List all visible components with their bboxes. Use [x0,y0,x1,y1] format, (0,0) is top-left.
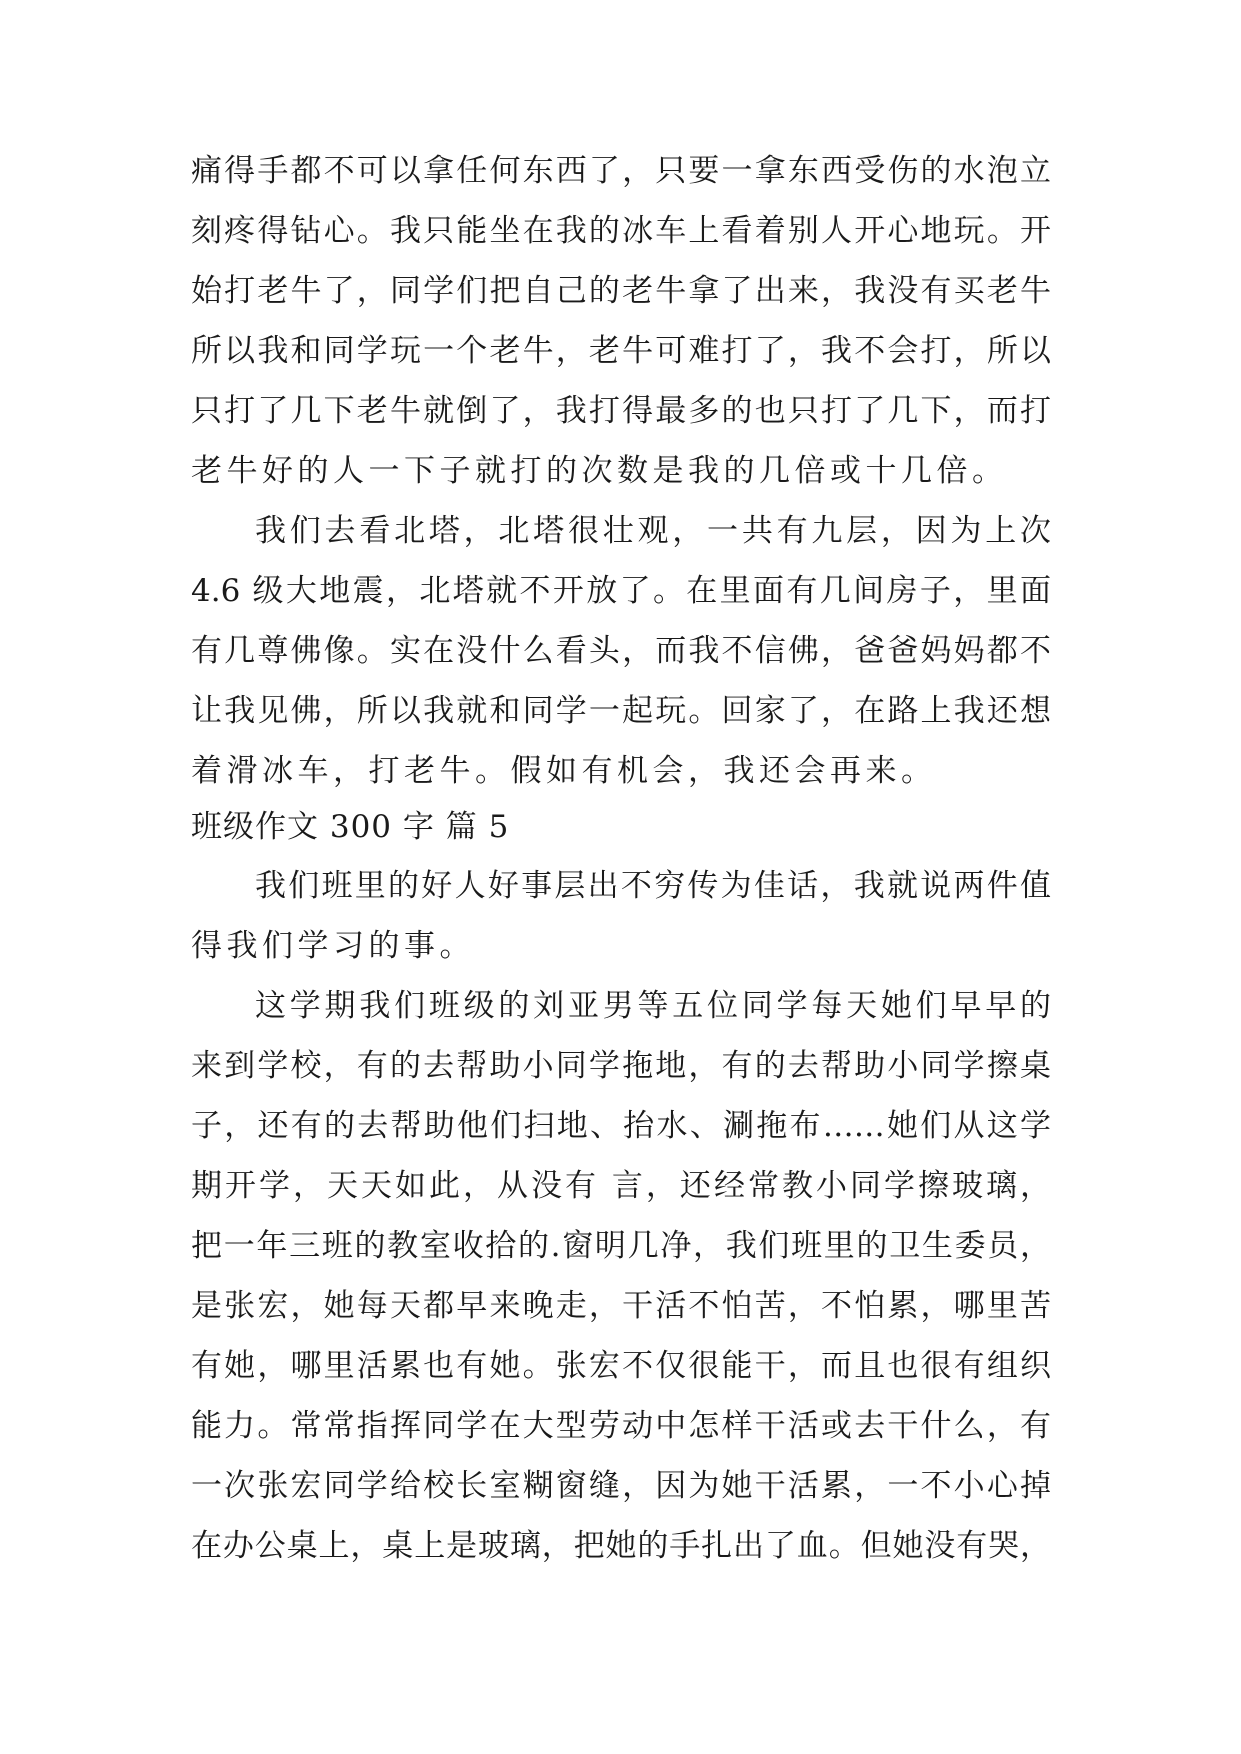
paragraph-first-line: 我们班里的好人好事层出不穷传为佳话，我就说两件值 [255,868,1051,904]
text-line: 让我见佛，所以我就和同学一起玩。回家了，在路上我还想 [191,693,1051,729]
text-line: 刻疼得钻心。我只能坐在我的冰车上看着别人开心地玩。开 [191,213,1051,249]
text-line: 把一年三班的教室收拾的.窗明几净，我们班里的卫生委员， [191,1228,1051,1264]
text-line: 4.6 级大地震，北塔就不开放了。在里面有几间房子，里面 [191,573,1051,609]
text-line: 能力。常常指挥同学在大型劳动中怎样干活或去干什么，有 [191,1408,1051,1444]
text-line: 得我们学习的事。 [191,928,475,964]
text-line: 只打了几下老牛就倒了，我打得最多的也只打了几下，而打 [191,393,1051,429]
text-line: 期开学，天天如此，从没有 言，还经常教小同学擦玻璃， [191,1168,1051,1204]
text-line: 在办公桌上，桌上是玻璃，把她的手扎出了血。但她没有哭， [191,1528,1051,1564]
text-line: 有几尊佛像。实在没什么看头，而我不信佛，爸爸妈妈都不 [191,633,1051,669]
text-line: 着滑冰车，打老牛。假如有机会，我还会再来。 [191,753,937,789]
paragraph-first-line: 我们去看北塔，北塔很壮观，一共有九层，因为上次 [255,513,1051,549]
section-heading: 班级作文 300 字 篇 5 [191,809,510,845]
text-line: 有她，哪里活累也有她。张宏不仅很能干，而且也很有组织 [191,1348,1051,1384]
text-line: 是张宏，她每天都早来晚走，干活不怕苦，不怕累，哪里苦 [191,1288,1051,1324]
text-line: 来到学校，有的去帮助小同学拖地，有的去帮助小同学擦桌 [191,1048,1051,1084]
text-line: 始打老牛了，同学们把自己的老牛拿了出来，我没有买老牛 [191,273,1051,309]
text-line: 痛得手都不可以拿任何东西了，只要一拿东西受伤的水泡立 [191,153,1051,189]
text-line: 一次张宏同学给校长室糊窗缝，因为她干活累，一不小心掉 [191,1468,1051,1504]
text-line: 子，还有的去帮助他们扫地、抬水、涮拖布……她们从这学 [191,1108,1051,1144]
text-line: 老牛好的人一下子就打的次数是我的几倍或十几倍。 [191,453,1008,489]
paragraph-first-line: 这学期我们班级的刘亚男等五位同学每天她们早早的 [255,988,1051,1024]
text-line: 所以我和同学玩一个老牛，老牛可难打了，我不会打，所以 [191,333,1051,369]
